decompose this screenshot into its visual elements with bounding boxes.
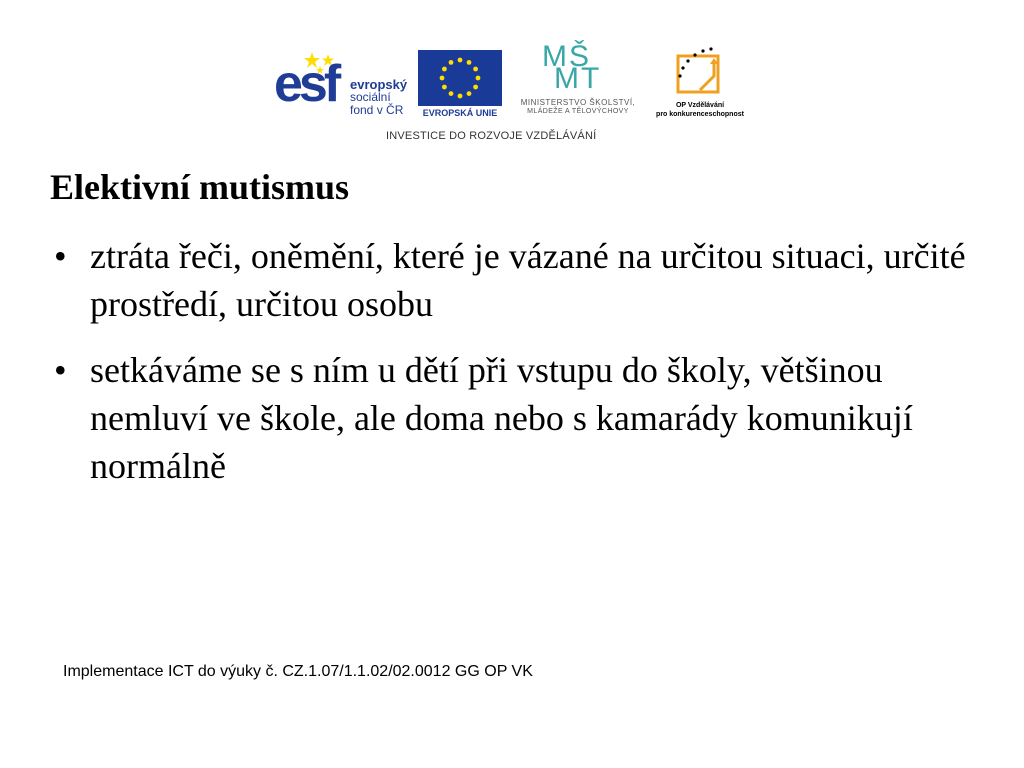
msmt-mark-top: MŠ (542, 40, 591, 73)
bullet-icon: • (54, 236, 67, 276)
logo-bar (272, 40, 752, 144)
esf-line3: fond v ČR (350, 103, 404, 117)
opvk-mark-icon (670, 46, 730, 98)
footer-text: Implementace ICT do výuky č. CZ.1.07/1.1.02/02.0012 GG OP VK (63, 663, 533, 680)
bullet-icon: • (54, 350, 67, 390)
eu-flag-icon (418, 50, 502, 106)
bullet-text: setkáváme se s ním u dětí při vstupu do školy, většinou nemluví ve škole, ale doma nebo s kamarády komunikují normálně (90, 350, 913, 486)
esf-logo (272, 48, 412, 122)
eu-logo (418, 50, 502, 120)
opvk-line1: OP Vzdělávání (675, 102, 725, 109)
bullet-text: ztráta řeči, oněmění, které je vázané na určitou situaci, určité prostředí, určitou osobu (90, 236, 966, 324)
esf-line2: sociální (350, 90, 391, 104)
bullet-item (50, 232, 990, 328)
msmt-line2: MLÁDEŽE A TĚLOVÝCHOVY (527, 108, 629, 115)
investice-tagline: INVESTICE DO ROZVOJE VZDĚLÁVÁNÍ (386, 130, 597, 142)
msmt-line1: MINISTERSTVO ŠKOLSTVÍ, (520, 98, 636, 107)
esf-letters: esf (274, 55, 338, 113)
opvk-logo (652, 44, 748, 124)
bullet-list (50, 232, 990, 508)
slide-title: Elektivní mutismus (50, 167, 350, 207)
esf-text (350, 78, 407, 117)
esf-line1: evropský (350, 77, 408, 92)
eu-label: EVROPSKÁ UNIE (422, 108, 498, 118)
msmt-logo (506, 40, 650, 120)
opvk-line2: pro konkurenceschopnost (656, 111, 744, 118)
msmt-mark-bottom: MT (554, 62, 602, 95)
bullet-item (50, 346, 990, 490)
eu-stars-icon (418, 50, 502, 106)
msmt-mark (542, 40, 612, 95)
